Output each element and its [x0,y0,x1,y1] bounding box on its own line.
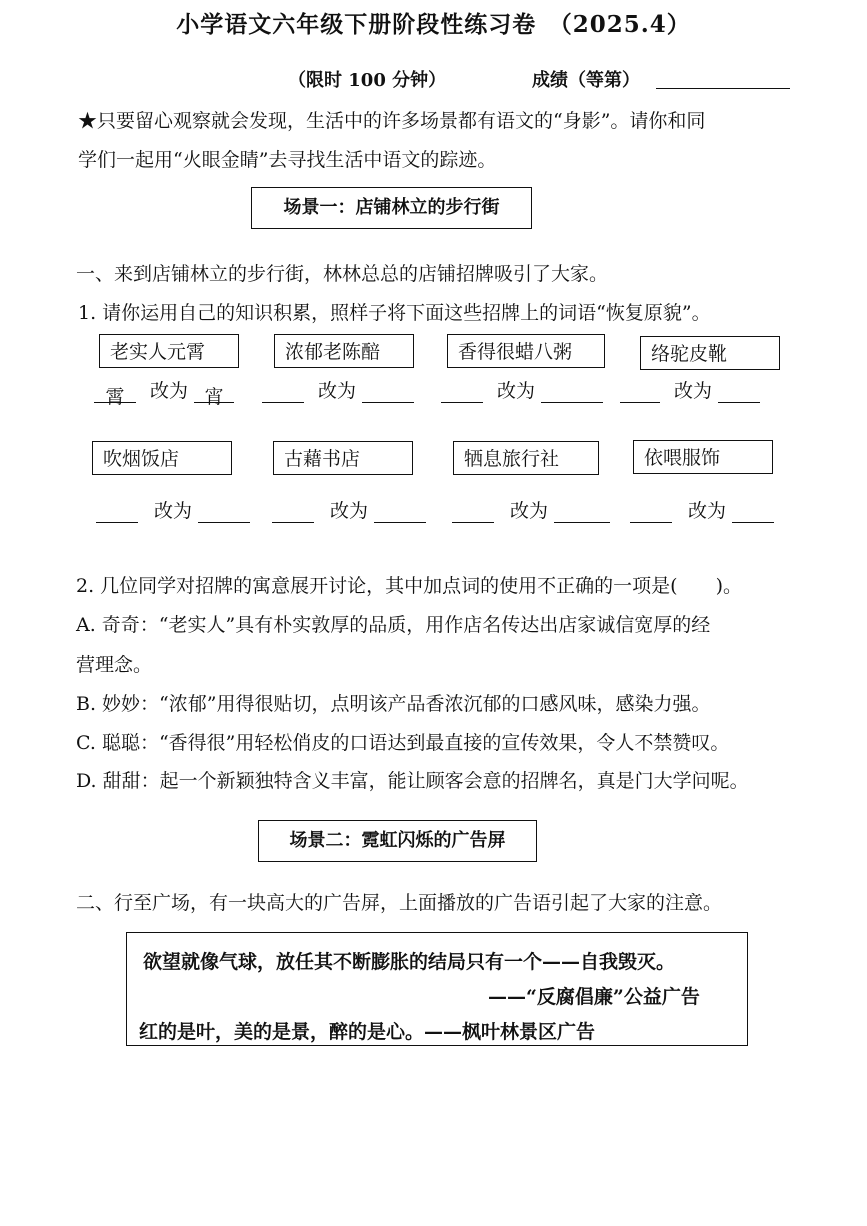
answer-row-2-item-1 [96,496,250,523]
answer-row-1-item-4 [620,376,760,403]
page-title: 小学语文六年级下册阶段性练习卷 （2025.4） [176,11,691,38]
question-2-prompt: 2. 几位同学对招牌的寓意展开讨论，其中加点词的使用不正确的一项是( )。 [76,575,742,597]
change-to-label: 改为 [497,380,536,402]
intro-line-1: ★只要留心观察就会发现，生活中的许多场景都有语文的“身影”。请你和同 [78,110,706,132]
time-limit: （限时 100 分钟） [288,70,447,91]
answer-blank-to[interactable] [718,382,760,403]
scene-2-title: 场景二：霓虹闪烁的广告屏 [258,820,537,862]
option-a-line-1: A. 奇奇：“老实人”具有朴实敦厚的品质，用作店名传达出店家诚信宽厚的经 [76,614,711,636]
answer-blank-from[interactable] [96,502,138,523]
answer-row-1-item-3 [441,376,603,403]
ad-line-2: ——“反腐倡廉”公益广告 [488,986,700,1008]
answer-blank-example-to: 宵 [194,382,234,403]
section-2-heading: 二、行至广场，有一块高大的广告屏，上面播放的广告语引起了大家的注意。 [76,892,723,914]
answer-blank-to[interactable] [541,382,603,403]
answer-blank-from[interactable] [262,382,304,403]
sign-5: 吹烟饭店 [92,441,232,475]
answer-row-1-item-1 [94,376,234,408]
change-to-label: 改为 [510,500,549,522]
section-1-heading: 一、来到店铺林立的步行街，林林总总的店铺招牌吸引了大家。 [76,263,609,285]
answer-blank-to[interactable] [732,502,774,523]
question-1-prompt: 1. 请你运用自己的知识积累，照样子将下面这些招牌上的词语“恢复原貌”。 [78,302,711,324]
answer-blank-from[interactable] [630,502,672,523]
sign-7: 牺息旅行社 [453,441,599,475]
option-b: B. 妙妙：“浓郁”用得很贴切，点明该产品香浓沉郁的口感风味，感染力强。 [76,693,711,715]
answer-row-2-item-4 [630,496,774,523]
answer-blank-to[interactable] [198,502,250,523]
sign-2: 浓郁老陈醅 [274,334,414,368]
option-d: D. 甜甜：起一个新颖独特含义丰富，能让顾客会意的招牌名，真是门大学问呢。 [76,770,749,792]
change-to-label: 改为 [688,500,727,522]
change-to-label: 改为 [674,380,713,402]
sign-4: 络驼皮靴 [640,336,780,370]
sign-1: 老实人元霄 [99,334,239,368]
option-a-line-2: 营理念。 [76,654,153,676]
scene-1-title: 场景一：店铺林立的步行街 [251,187,532,229]
change-to-label: 改为 [150,380,189,402]
answer-blank-from[interactable] [452,502,494,523]
sign-6: 古藉书店 [273,441,413,475]
change-to-label: 改为 [318,380,357,402]
answer-row-1-item-2 [262,376,414,403]
option-c: C. 聪聪：“香得很”用轻松俏皮的口语达到最直接的宣传效果，令人不禁赞叹。 [76,732,730,754]
answer-blank-from[interactable] [272,502,314,523]
answer-blank-from[interactable] [620,382,660,403]
ad-line-3: 红的是叶，美的是景，醉的是心。——枫叶林景区广告 [139,1021,596,1043]
answer-blank-to[interactable] [362,382,414,403]
ad-line-1: 欲望就像气球，放任其不断膨胀的结局只有一个——自我毁灭。 [143,951,676,973]
score-label: 成绩（等第） [532,70,640,91]
change-to-label: 改为 [154,500,193,522]
answer-blank-example-from: 霄 [94,382,136,403]
change-to-label: 改为 [330,500,369,522]
score-blank[interactable] [656,88,790,89]
sign-8: 依喂服饰 [633,440,773,474]
answer-blank-from[interactable] [441,382,483,403]
answer-blank-to[interactable] [554,502,610,523]
intro-line-2: 学们一起用“火眼金睛”去寻找生活中语文的踪迹。 [78,149,497,171]
sign-3: 香得很蜡八粥 [447,334,605,368]
answer-row-2-item-3 [452,496,610,523]
answer-row-2-item-2 [272,496,426,523]
answer-blank-to[interactable] [374,502,426,523]
